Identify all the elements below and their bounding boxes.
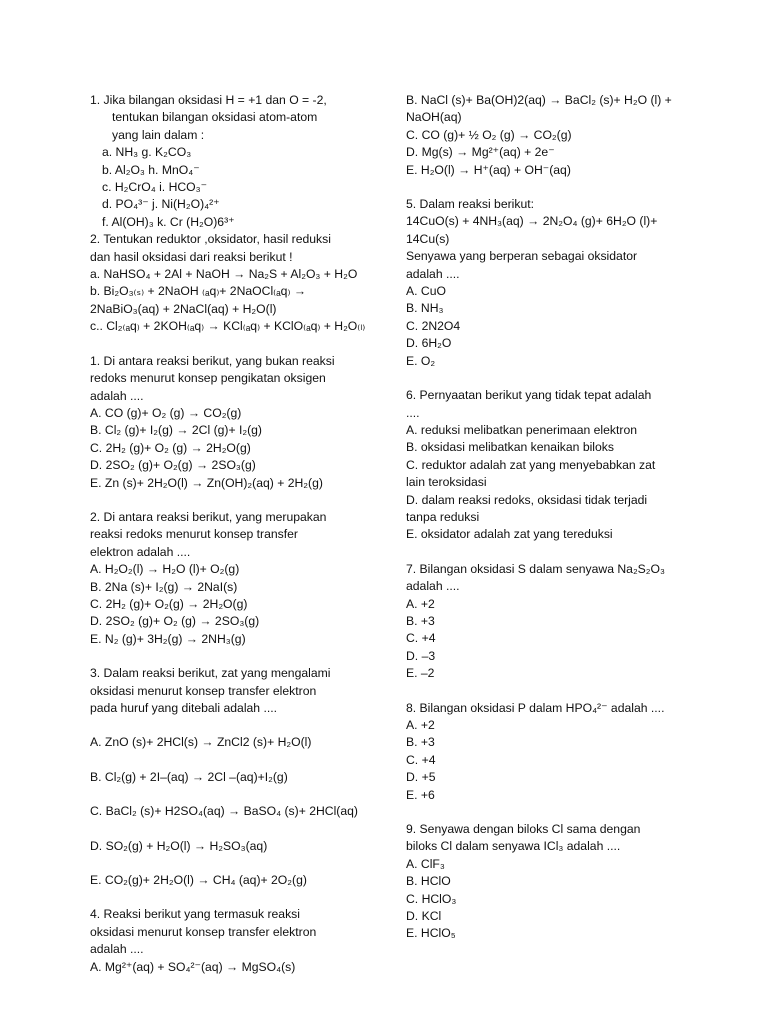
mc4-option: NaOH(aq): [406, 110, 462, 125]
mc3-option: C. BaCl₂ (s)+ H2SO₄(aq) → BaSO₄ (s)+ 2HCl(aq): [90, 804, 358, 819]
mc7-option: E. –2: [406, 666, 435, 681]
spacer: [90, 717, 380, 734]
mc4-option: E. H₂O(l) → H⁺(aq) + OH⁻(aq): [406, 162, 571, 177]
mc6-option: E. oksidator adalah zat yang tereduksi: [406, 527, 613, 542]
mc8-option: D. +5: [406, 770, 436, 785]
mc2-option: A. H₂O₂(l) → H₂O (l)+ O₂(g): [90, 562, 240, 577]
q2-line: dan hasil oksidasi dari reaksi berikut !: [90, 249, 293, 264]
mc1-option: B. Cl₂ (g)+ I₂(g) → 2Cl (g)+ I₂(g): [90, 423, 262, 438]
mc5-question: 14CuO(s) + 4NH₃(aq) → 2N₂O₄ (g)+ 6H₂O (l)+: [406, 214, 658, 229]
mc8-option: B. +3: [406, 735, 435, 750]
mc2-question: elektron adalah ....: [90, 544, 191, 559]
mc6-option: C. reduktor adalah zat yang menyebabkan zat: [406, 457, 656, 472]
mc6-question: ....: [406, 405, 420, 420]
mc3-option: E. CO₂(g)+ 2H₂O(l) → CH₄ (aq)+ 2O₂(g): [90, 873, 307, 888]
mc1-option: E. Zn (s)+ 2H₂O(l) → Zn(OH)₂(aq) + 2H₂(g): [90, 475, 323, 490]
q1-line: tentukan bilangan oksidasi atom-atom: [112, 110, 318, 125]
mc6-option: A. reduksi melibatkan penerimaan elektron: [406, 422, 638, 437]
mc7-question: 7. Bilangan oksidasi S dalam senyawa Na₂S₂O₃: [406, 561, 665, 576]
mc4-question: adalah ....: [90, 942, 144, 957]
mc4-question: oksidasi menurut konsep transfer elektron: [90, 924, 317, 939]
mc4-question: 4. Reaksi berikut yang termasuk reaksi: [90, 907, 300, 922]
mc4-option: B. NaCl (s)+ Ba(OH)2(aq) → BaCl₂ (s)+ H₂O (l) +: [406, 93, 672, 107]
left-column: [90, 92, 380, 976]
spacer: [406, 370, 686, 387]
mc5-option: B. NH₃: [406, 301, 444, 316]
mc5-question: 14Cu(s): [406, 231, 450, 246]
q1-title: 1. Jika bilangan oksidasi H = +1 dan O = -2,: [90, 93, 327, 107]
mc8-question: 8. Bilangan oksidasi P dalam HPO₄²⁻ adalah ....: [406, 700, 665, 715]
q2-item: b. Bi₂O₃₍ₛ₎ + 2NaOH ₍ₐq₎+ 2NaOCl₍ₐq₎ →: [90, 284, 307, 299]
mc1-option: D. 2SO₂ (g)+ O₂(g) → 2SO₃(g): [90, 458, 256, 473]
mc1-question: 1. Di antara reaksi berikut, yang bukan reaksi: [90, 353, 335, 368]
mc6-option: B. oksidasi melibatkan kenaikan biloks: [406, 440, 614, 455]
spacer: [406, 179, 686, 196]
spacer: [90, 855, 380, 872]
mc3-option: B. Cl₂(g) + 2I–(aq) → 2Cl –(aq)+I₂(g): [90, 769, 288, 784]
spacer: [90, 786, 380, 803]
mc3-question: oksidasi menurut konsep transfer elektron: [90, 683, 317, 698]
q2-item: c.. Cl₂₍ₐq₎ + 2KOH₍ₐq₎ → KCl₍ₐq₎ + KClO₍ₐq₎ + H₂O₍ₗ₎: [90, 319, 366, 334]
right-column: [406, 92, 686, 943]
mc6-option: lain teroksidasi: [406, 475, 487, 490]
mc8-option: E. +6: [406, 787, 435, 802]
mc4-option: D. Mg(s) → Mg²⁺(aq) + 2e⁻: [406, 145, 555, 160]
mc4-option: C. CO (g)+ ½ O₂ (g) → CO₂(g): [406, 127, 572, 142]
mc8-option: C. +4: [406, 752, 436, 767]
mc2-option: D. 2SO₂ (g)+ O₂ (g) → 2SO₃(g): [90, 614, 260, 629]
q1-item: a. NH₃ g. K₂CO₃: [102, 145, 192, 160]
mc6-question: 6. Pernyaatan berikut yang tidak tepat adalah: [406, 388, 652, 403]
spacer: [90, 648, 380, 665]
mc7-option: D. –3: [406, 648, 436, 663]
mc1-option: A. CO (g)+ O₂ (g) → CO₂(g): [90, 405, 242, 420]
q1-line: yang lain dalam :: [112, 127, 205, 142]
spacer: [406, 804, 686, 821]
mc9-option: A. ClF₃: [406, 856, 445, 871]
mc5-question: adalah ....: [406, 266, 460, 281]
mc4-option: A. Mg²⁺(aq) + SO₄²⁻(aq) → MgSO₄(s): [90, 959, 296, 974]
spacer: [90, 821, 380, 838]
spacer: [406, 683, 686, 700]
mc5-question: Senyawa yang berperan sebagai oksidator: [406, 249, 638, 264]
q1-item: d. PO₄³⁻ j. Ni(H₂O)₄²⁺: [102, 197, 220, 212]
q1-item: b. Al₂O₃ h. MnO₄⁻: [102, 162, 200, 177]
q1-item: f. Al(OH)₃ k. Cr (H₂O)6³⁺: [102, 214, 235, 229]
mc2-option: E. N₂ (g)+ 3H₂(g) → 2NH₃(g): [90, 631, 246, 646]
mc7-question: adalah ....: [406, 579, 460, 594]
mc3-question: 3. Dalam reaksi berikut, zat yang mengalami: [90, 666, 331, 681]
mc9-option: E. HClO₅: [406, 926, 456, 941]
mc9-option: D. KCl: [406, 909, 442, 924]
mc2-question: 2. Di antara reaksi berikut, yang merupakan: [90, 509, 327, 524]
q2-item: a. NaHSO₄ + 2Al + NaOH → Na₂S + Al₂O₃ + H₂O: [90, 267, 358, 282]
mc5-option: C. 2N2O4: [406, 318, 461, 333]
spacer: [90, 752, 380, 769]
mc8-option: A. +2: [406, 718, 435, 732]
spacer: [90, 889, 380, 906]
spacer: [90, 492, 380, 509]
mc1-question: redoks menurut konsep pengikatan oksigen: [90, 371, 326, 386]
mc5-option: A. CuO: [406, 284, 446, 299]
mc3-option: A. ZnO (s)+ 2HCl(s) → ZnCl2 (s)+ H₂O(l): [90, 735, 312, 750]
mc7-option: C. +4: [406, 631, 436, 646]
mc9-option: B. HClO: [406, 874, 451, 889]
mc5-option: E. O₂: [406, 353, 436, 368]
mc7-option: B. +3: [406, 613, 435, 628]
mc9-option: C. HClO₃: [406, 891, 457, 906]
spacer: [406, 544, 686, 561]
spacer: [90, 336, 380, 353]
mc2-question: reaksi redoks menurut konsep transfer: [90, 527, 298, 542]
mc5-option: D. 6H₂O: [406, 336, 452, 351]
mc2-option: C. 2H₂ (g)+ O₂(g) → 2H₂O(g): [90, 596, 248, 611]
q1-item: c. H₂CrO₄ i. HCO₃⁻: [102, 180, 208, 195]
q2-title: 2. Tentukan reduktor ,oksidator, hasil reduksi: [90, 232, 331, 247]
mc9-question: biloks Cl dalam senyawa ICl₃ adalah ....: [406, 839, 621, 854]
mc1-option: C. 2H₂ (g)+ O₂ (g) → 2H₂O(g): [90, 440, 251, 455]
q2-item: 2NaBiO₃(aq) + 2NaCl(aq) + H₂O(l): [90, 301, 277, 316]
mc3-option: D. SO₂(g) + H₂O(l) → H₂SO₃(aq): [90, 838, 268, 853]
mc5-question: 5. Dalam reaksi berikut:: [406, 197, 535, 212]
mc6-option: tanpa reduksi: [406, 509, 480, 524]
mc2-option: B. 2Na (s)+ I₂(g) → 2NaI(s): [90, 579, 238, 594]
mc7-option: A. +2: [406, 596, 435, 611]
mc6-option: D. dalam reaksi redoks, oksidasi tidak terjadi: [406, 492, 648, 507]
mc9-question: 9. Senyawa dengan biloks Cl sama dengan: [406, 822, 641, 837]
mc1-question: adalah ....: [90, 388, 144, 403]
mc3-question: pada huruf yang ditebali adalah ....: [90, 701, 278, 715]
